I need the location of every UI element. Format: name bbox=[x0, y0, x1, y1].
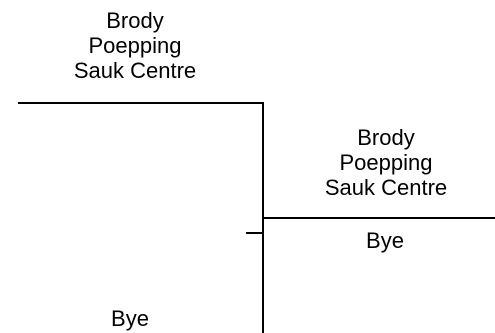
round2-winner-entry bbox=[300, 125, 472, 200]
round2-winner-last-name: Poepping bbox=[339, 150, 433, 175]
bracket-tick bbox=[246, 232, 262, 234]
round2-winner-school: Sauk Centre bbox=[324, 175, 448, 200]
round1-top-line bbox=[18, 102, 264, 104]
round2-winner-line bbox=[262, 217, 495, 219]
round2-result: Bye bbox=[366, 228, 404, 253]
round1-bottom-name: Bye bbox=[111, 306, 149, 331]
round1-bottom-entry bbox=[90, 306, 170, 331]
round1-top-first-name: Brody bbox=[106, 8, 164, 33]
round1-top-entry bbox=[50, 8, 220, 83]
round2-winner-first-name: Brody bbox=[357, 125, 415, 150]
round1-top-last-name: Poepping bbox=[88, 33, 182, 58]
round1-top-school: Sauk Centre bbox=[73, 58, 197, 83]
